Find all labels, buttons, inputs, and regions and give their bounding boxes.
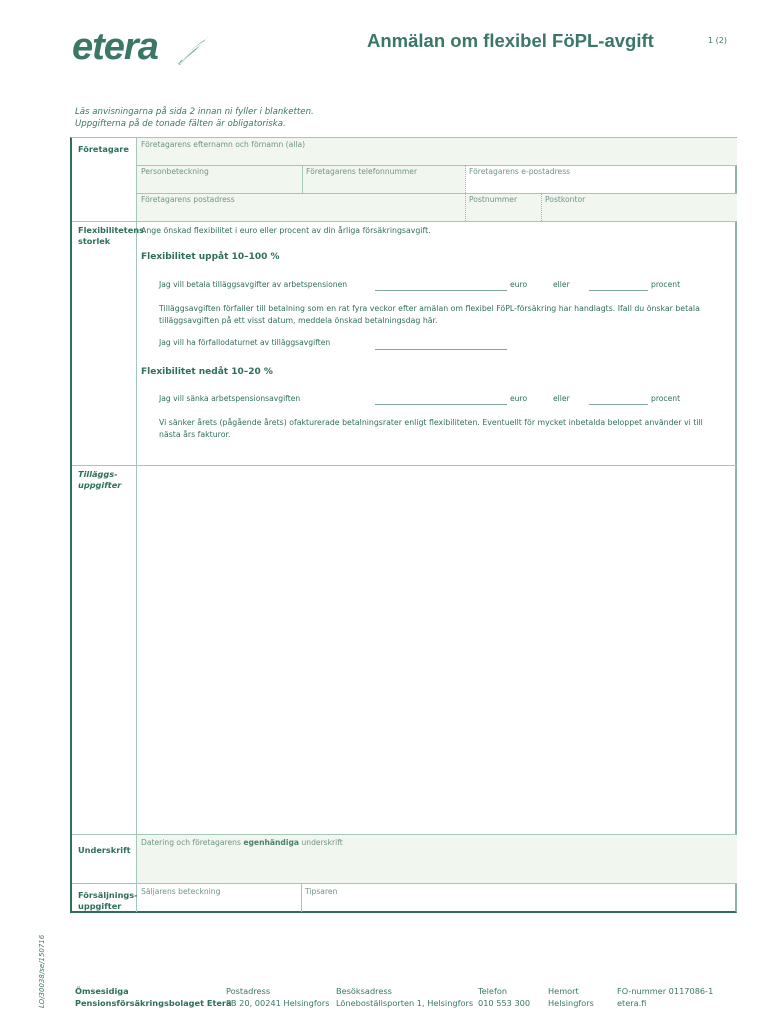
footer-company (75, 986, 231, 1009)
flex-up-row-label: Jag vill betala tilläggsavgifter av arbetspensionen (159, 280, 348, 289)
footer-home (548, 986, 594, 1009)
section-label-underskrift: Underskrift (78, 845, 131, 855)
section-label-forsaljning (78, 890, 138, 911)
signature-label-bold: egenhändiga (243, 838, 300, 847)
flex-up-heading: Flexibilitet uppåt 10–100 % (141, 252, 280, 262)
label-line: Försäljnings- (78, 890, 138, 900)
footer-fo (617, 986, 713, 1009)
label-line: Tilläggs- (78, 469, 118, 479)
footer-postal (226, 986, 329, 1009)
seller-id-label: Säljarens beteckning (141, 887, 221, 896)
flex-down-note (159, 417, 703, 440)
instructions (75, 106, 314, 130)
company-line: Ömsesidiga (75, 986, 129, 996)
due-date-label: Jag vill ha förfallodaturnet av tilläggsavgiften (159, 338, 331, 347)
divider (137, 193, 737, 194)
flex-down-heading: Flexibilitet nedåt 10–20 % (141, 367, 273, 377)
footer-phone (478, 986, 530, 1009)
email-label: Företagarens e-postadress (469, 167, 571, 176)
divider (541, 193, 542, 221)
company-line: Pensionsförsäkringsbolaget Etera (75, 997, 232, 1008)
visit-value: Löneboställsporten 1, Helsingfors (336, 997, 474, 1008)
tipster-label: Tipsaren (305, 887, 338, 896)
name-label: Företagarens efternamn och förnamn (alla) (141, 140, 306, 149)
postal-code-label: Postnummer (469, 195, 518, 204)
flex-down-row-label: Jag vill sänka arbetspensionsavgiften (159, 394, 301, 403)
fo-number: FO-nummer 0117086-1 (617, 986, 714, 996)
phone-value: 010 553 300 (478, 997, 531, 1008)
divider (72, 834, 737, 835)
flex-up-note (159, 303, 700, 326)
visit-label: Besöksadress (336, 986, 392, 996)
logo-wordmark: etera (72, 26, 158, 68)
flex-up-percent-input[interactable] (589, 290, 648, 291)
section-label-foretagare: Företagare (78, 144, 129, 154)
page-number: 1 (2) (708, 36, 727, 45)
note-line: Tilläggsavgiften förfaller till betalning som en rat fyra veckor efter amälan om flexibel FöPL-försäkring har handlagts. Ifall du önskar betala (159, 304, 700, 313)
divider (72, 465, 737, 466)
label-line: uppgifter (78, 479, 122, 490)
postal-value: PB 20, 00241 Helsingfors (226, 997, 330, 1008)
divider (302, 165, 303, 193)
postal-label: Postadress (226, 986, 271, 996)
note-line: Vi sänker årets (pågående årets) ofakturerade betalningsrater enligt flexibiliteten. Eventuellt för mycket inbetalda beloppet använder vi till (159, 418, 703, 427)
additional-info-field[interactable] (137, 466, 737, 834)
phone-label: Telefon (478, 986, 508, 996)
post-office-label: Postkontor (545, 195, 586, 204)
divider (72, 883, 737, 884)
flexibility-intro: Ange önskad flexibilitet i euro eller procent av din årliga försäkringsavgift. (141, 226, 431, 235)
home-label: Hemort (548, 986, 579, 996)
instruction-line: Uppgifterna på de tonade fälten är obligatoriska. (75, 119, 286, 129)
divider (301, 884, 302, 912)
flex-up-euro-input[interactable] (375, 290, 507, 291)
document-title: Anmälan om flexibel FöPL-avgift (367, 30, 654, 51)
signature-label (141, 838, 343, 847)
form-code: LO/30038/se/150716 (38, 934, 46, 1008)
footer-visit (336, 986, 473, 1009)
note-line: tilläggsavgiften på ett visst datum, meddela önskad betalningsdag här. (159, 315, 438, 325)
signature-label-pre: Datering och företagarens (141, 838, 244, 847)
euro-unit: euro (510, 394, 528, 403)
label-column-divider (136, 138, 137, 912)
form-frame (70, 137, 737, 913)
section-label-tillagg (78, 469, 121, 490)
label-line: Flexibilitetens (78, 225, 144, 235)
label-line: storlek (78, 235, 111, 246)
etera-logo (72, 26, 212, 74)
due-date-input[interactable] (375, 349, 507, 350)
flex-down-euro-input[interactable] (375, 404, 507, 405)
note-line: nästa års fakturor. (159, 429, 231, 439)
flex-down-percent-input[interactable] (589, 404, 648, 405)
or-label: eller (553, 280, 570, 289)
instruction-line: Läs anvisningarna på sida 2 innan ni fyller i blanketten. (75, 107, 314, 117)
divider (72, 221, 737, 222)
phone-label: Företagarens telefonnummer (306, 167, 418, 176)
euro-unit: euro (510, 280, 528, 289)
label-line: uppgifter (78, 900, 122, 911)
postal-address-label: Företagarens postadress (141, 195, 235, 204)
personal-id-label: Personbeteckning (141, 167, 209, 176)
percent-unit: procent (651, 394, 681, 403)
section-label-flexibilitet (78, 225, 144, 246)
divider (137, 165, 737, 166)
or-label: eller (553, 394, 570, 403)
signature-label-post: underskrift (299, 838, 343, 847)
percent-unit: procent (651, 280, 681, 289)
tipster-field[interactable] (301, 884, 737, 912)
home-value: Helsingfors (548, 997, 594, 1008)
leaf-icon (176, 34, 210, 68)
website-link[interactable]: etera.fi (617, 997, 647, 1008)
